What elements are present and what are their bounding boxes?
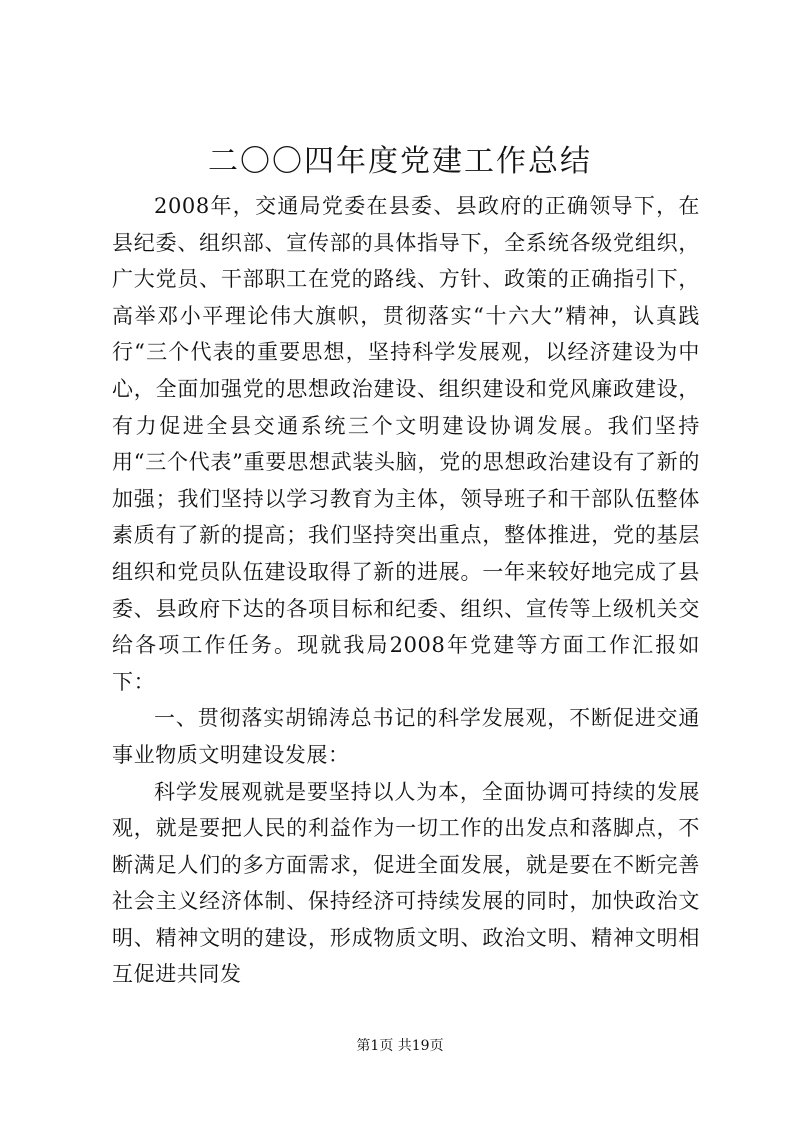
paragraph-section-heading: 一、贯彻落实胡锦涛总书记的科学发展观，不断促进交通事业物质文明建设发展： (112, 706, 700, 767)
page-footer: 第1页 共19页 (356, 1038, 444, 1054)
paragraph-intro: 2008年，交通局党委在县委、县政府的正确领导下，在县纪委、组织部、宣传部的具体指导下，全系统各级党组织，广大党员、干部职工在党的路线、方针、政策的正确指引下，高举邓小平理论伟大旗帜，贯彻落实“十六大”精神，认真践行“三个代表的重要思想，坚持科学发展观，以经济建设为中心，全面加强党的思想政治建设、组织建设和党风廉政建设，有力促进全县交通系统三个文明建设协调发展。我们坚持用“三个代表”重要思想武装头脑，党的思想政治建设有了新的加强；我们坚持以学习教育为主体，领导班子和干部队伍整体素质有了新的提高；我们坚持突出重点，整体推进，党的基层组织和党员队伍建设取得了新的进展。一年来较好地完成了县委、县政府下达的各项目标和纪委、组织、宣传等上级机关交给各项工作任务。现就我局2008年党建等方面工作汇报如下： (112, 194, 700, 694)
paragraph-scientific-development: 科学发展观就是要坚持以人为本，全面协调可持续的发展观，就是要把人民的利益作为一切工作的出发点和落脚点，不断满足人们的多方面需求，促进全面发展，就是要在不断完善社会主义经济体制、保持经济可持续发展的同时，加快政治文明、精神文明的建设，形成物质文明、政治文明、精神文明相互促进共同发 (112, 779, 700, 987)
document-body (112, 188, 700, 993)
document-title: 二〇〇四年度党建工作总结 (208, 144, 592, 179)
